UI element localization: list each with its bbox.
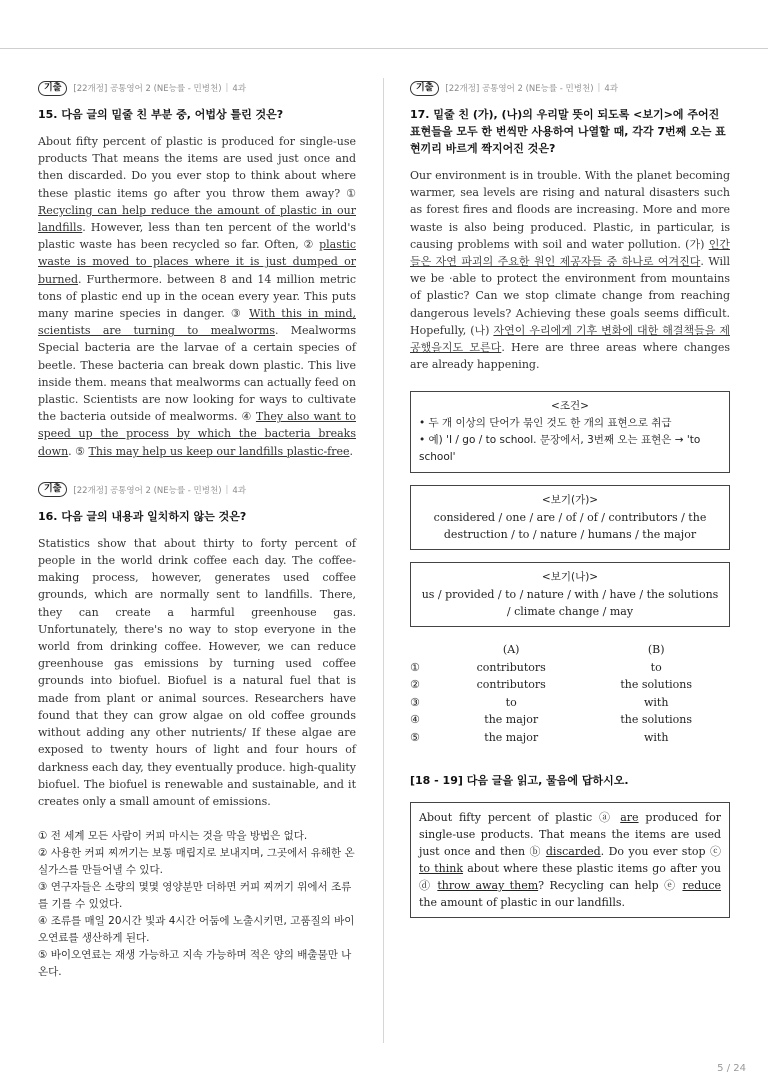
word-box-ga-title: <보기(가)> — [541, 494, 599, 507]
answer-row: ④ the major the solutions — [410, 713, 693, 727]
column-divider — [383, 78, 384, 1043]
question-16-choices — [38, 828, 356, 981]
question-16-passage: Statistics show that about thirty to forty percent of people in the world drink coffee each day. The coffee-making process, however, generates used coffee grounds, which are normally sent to landfills. There, they can create a harmful greenhouse gas. Unfortunately, there's no way to stop everyone in the world from drinking coffee. However, we can reduce greenhouse gas emissions by turning used coffee grounds into biofuel. Biofuel is a natural fuel that is made from plant or animal sources. Researchers have found that they can grow algae on old coffee grounds without adding any other nutrients/ If these algae are exposed to twenty hours of light and four hours of darkness each day, they eventually produce. high-quality biofuel. The biofuel is renewable and sustainable, and it creates only a small amount of emissions. — [38, 536, 356, 808]
question-17-title: 17. 밑줄 친 (가), (나)의 우리말 뜻이 되도록 <보기>에 주어진 표현들을 모두 한 번씩만 사용하여 나열할 때, 각각 7번째 오는 표현끼리 바르게 짝지어진 것은? — [410, 108, 726, 155]
question-15-passage: About fifty percent of plastic is produced for single-use products That means the items are used just once and then discarded. Do you ever stop to think about where these plastic items go after you throw them away? ① Recycling can help reduce the amount of plastic in our landfills. However, less than ten percent of the world's plastic waste has been recycled so far. Often, ② plastic waste is moved to places where it is just dumped or burned. Furthermore. between 8 and 14 million metric tons of plastic end up in the ocean every year. This puts many marine species in danger. ③ With this in mind, scientists are turning to mealworms. Mealworms Special bacteria are the larvae of a certain species of beetle. These bacteria can break down plastic. This live inside them. means that mealworms can actually feed on plastic. Scientists are now looking for ways to cultivate the bacteria outside of mealworms. ④ They also want to speed up the process by which the bacteria breaks down. ⑤ This may help us keep our landfills plastic-free. — [38, 135, 357, 458]
answer-row: ① contributors to — [410, 660, 662, 674]
right-column — [410, 80, 730, 918]
header-b: (B) — [647, 643, 665, 657]
condition-box — [410, 391, 730, 473]
word-d: throw away them — [437, 879, 539, 893]
underline-3: With this in mind, scientists are turning to mealworms — [38, 307, 356, 338]
choice-2: ② 사용한 커피 찌꺼기는 보통 매립지로 보내지며, 그곳에서 유해한 온실가스를 만들어낼 수 있다. — [38, 847, 355, 877]
underline-ga: 인간들은 자연 파괴의 주요한 원인 제공자들 중 하나로 여겨진다 — [410, 237, 730, 269]
question-source: 기출 [22개정] 공통영어 2 (NE능률 - 민병천) | 4과 — [38, 482, 356, 498]
answer-row: ② contributors the solutions — [410, 678, 693, 692]
underline-na: 자연이 우리에게 기후 변화에 대한 해결책들을 제공했을지도 모른다 — [410, 323, 730, 355]
word-box-ga-words: considered / one / are / of / of / contributors / the destruction / to / nature / humans / the major — [433, 511, 707, 542]
condition-2: • 예) 'I / go / to school. 문장에서, 3번째 오는 표현은 → 'to school' — [419, 434, 701, 464]
condition-1: • 두 개 이상의 단어가 묶인 것도 한 개의 표현으로 취급 — [419, 417, 672, 430]
question-source: 기출 [22개정] 공통영어 2 (NE능률 - 민병천) | 4과 — [410, 80, 730, 96]
answer-row: ③ to with — [410, 695, 669, 709]
lesson-text: 4과 — [604, 84, 619, 94]
question-15-title: 15. 다음 글의 밑줄 친 부분 중, 어법상 틀린 것은? — [38, 108, 284, 121]
choice-1: ① 전 세계 모든 사람이 커피 마시는 것을 막을 방법은 없다. — [38, 830, 308, 843]
answer-row: ⑤ the major with — [410, 730, 669, 744]
lesson-text: 4과 — [232, 485, 247, 496]
passage-box-18: About fifty percent of plastic ⓐ are produced for single-use products. That means the items are used just once and then ⓑ discarded. Do you ever stop ⓒ to think about where these plastic items go after you ⓓ throw away them? Recycling can help ⓔ reduce the amount of plastic in our landfills. — [410, 802, 730, 918]
question-source: 기출 [22개정] 공통영어 2 (NE능률 - 민병천) | 4과 — [38, 80, 356, 96]
condition-title: <조건> — [551, 400, 589, 413]
question-16-title: 16. 다음 글의 내용과 일치하지 않는 것은? — [38, 509, 247, 523]
source-text: [22개정] 공통영어 2 (NE능률 - 민병천) — [445, 84, 594, 94]
source-tag: 기출 — [410, 81, 439, 96]
source-tag: 기출 — [38, 81, 67, 96]
word-e: reduce — [682, 879, 722, 893]
source-text: [22개정] 공통영어 2 (NE능률 - 민병천) — [73, 485, 222, 496]
source-tag: 기출 — [38, 482, 67, 497]
choice-3: ③ 연구자들은 소량의 몇몇 영양분만 더하면 커피 찌꺼기 위에서 조류를 기를 수 있었다. — [38, 881, 352, 911]
word-box-na-title: <보기(나)> — [541, 571, 599, 584]
answer-table — [410, 641, 730, 746]
word-box-ga — [410, 485, 730, 550]
word-box-na — [410, 562, 730, 627]
underline-4: They also want to speed up the process by which the bacteria breaks down — [38, 410, 356, 458]
header-a: (A) — [502, 643, 520, 657]
underline-5: This may help us keep our landfills plastic-free — [88, 444, 350, 458]
choice-4: ④ 조류를 매일 20시간 빛과 4시간 어둠에 노출시키면, 고품질의 바이오연료를 생산하게 된다. — [38, 915, 355, 945]
underline-2: plastic waste is moved to places where it is just dumped or burned — [38, 238, 356, 286]
source-text: [22개정] 공통영어 2 (NE능률 - 민병천) — [73, 84, 222, 94]
header-rule — [0, 48, 768, 49]
underline-1: Recycling can help reduce the amount of plastic in our landfills — [38, 203, 356, 235]
page-number: 5 / 24 — [717, 1063, 746, 1074]
word-a: are — [620, 811, 639, 825]
left-column — [38, 80, 356, 981]
word-box-na-words: us / provided / to / nature / with / have / the solutions / climate change / may — [421, 588, 719, 619]
word-c: to think — [419, 862, 464, 876]
question-17-passage: Our environment is in trouble. With the planet becoming warmer, sea levels are rising and natural disasters such as forest fires and floods are increasing. More and more waste is also being produced. Plastic, in particular, is causing problems with soil and water pollution. (가) 인간들은 자연 파괴의 주요한 원인 제공자들 중 하나로 여겨진다. Will we be ·able to protect the environment from mountains of plastic? Can we stop climate change from reaching dangerous levels? Achieving these goals seems difficult. Hopefully, (나) 자연이 우리에게 기후 변화에 대한 해결책들을 제공했을지도 모른다. Here are three areas where changes are already happening. — [410, 169, 730, 372]
lesson-text: 4과 — [232, 84, 247, 94]
section-18-19-title: [18 - 19] 다음 글을 읽고, 물음에 답하시오. — [410, 774, 629, 788]
answer-header — [410, 641, 730, 659]
choice-5: ⑤ 바이오연료는 재생 가능하고 지속 가능하며 적은 양의 배출물만 나온다. — [38, 949, 352, 979]
word-b: discarded — [545, 845, 601, 859]
